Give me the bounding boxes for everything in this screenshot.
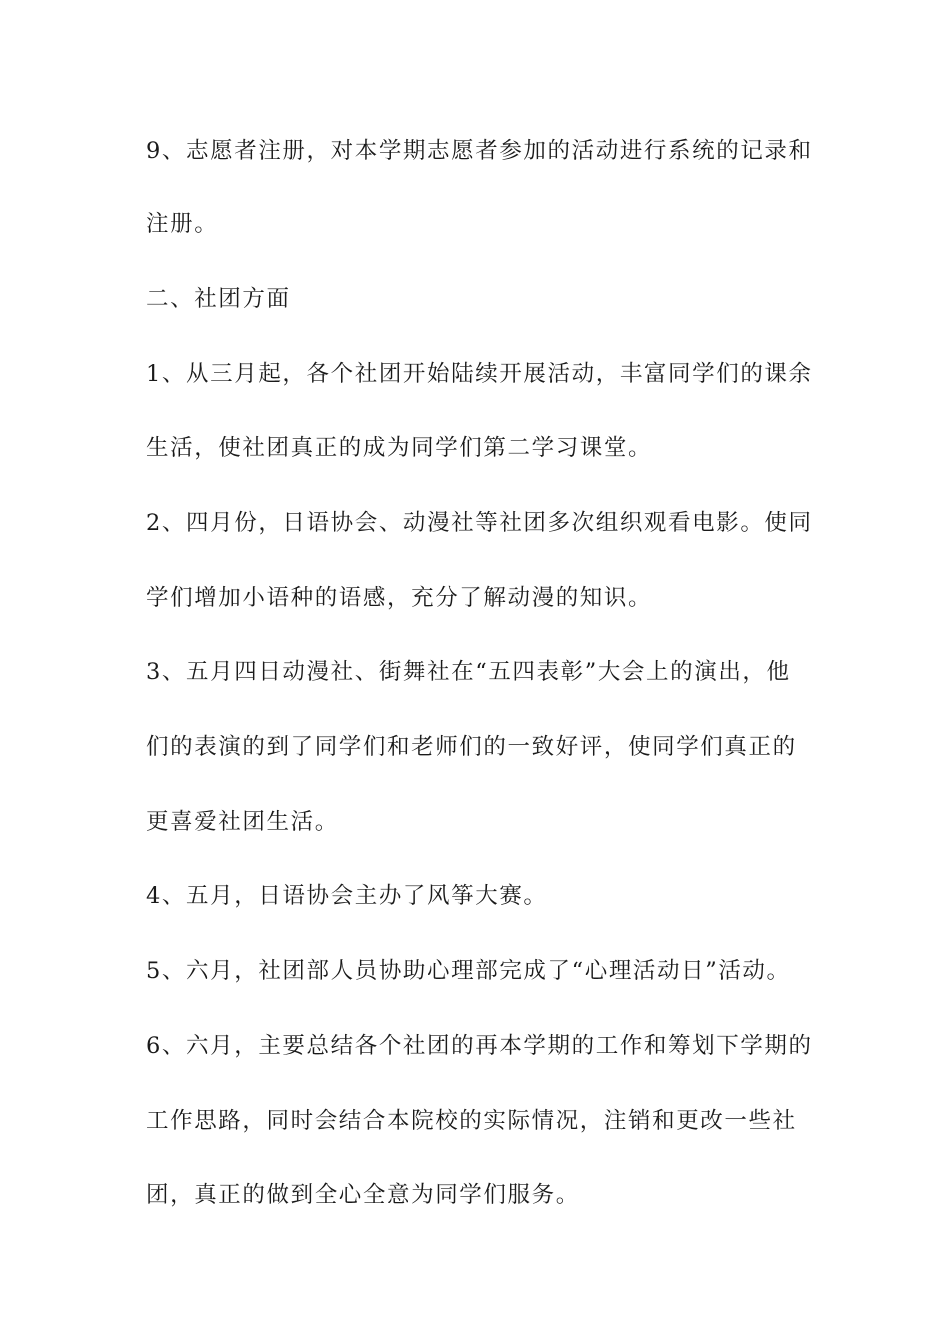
text-line: 6、六月，主要总结各个社团的再本学期的工作和筹划下学期的 [146,1033,813,1059]
text-line: 生活，使社团真正的成为同学们第二学习课堂。 [146,435,653,461]
text-line: 1、从三月起，各个社团开始陆续开展活动，丰富同学们的课余 [146,361,813,387]
text-line: 5、六月，社团部人员协助心理部完成了“心理活动日”活动。 [146,958,791,984]
text-line: 2、四月份，日语协会、动漫社等社团多次组织观看电影。使同 [146,510,813,536]
section-heading: 二、社团方面 [146,286,291,312]
text-line: 工作思路，同时会结合本院校的实际情况，注销和更改一些社 [146,1108,797,1134]
text-line: 9、志愿者注册，对本学期志愿者参加的活动进行系统的记录和 [146,138,813,164]
text-line: 学们增加小语种的语感，充分了解动漫的知识。 [146,585,653,611]
text-line: 3、五月四日动漫社、街舞社在“五四表彰”大会上的演出，他 [146,659,791,685]
text-line: 们的表演的到了同学们和老师们的一致好评，使同学们真正的 [146,734,797,760]
text-line: 4、五月，日语协会主办了风筝大赛。 [146,883,548,909]
text-line: 注册。 [146,211,219,237]
text-line: 更喜爱社团生活。 [146,809,339,835]
text-line: 团，真正的做到全心全意为同学们服务。 [146,1182,580,1208]
